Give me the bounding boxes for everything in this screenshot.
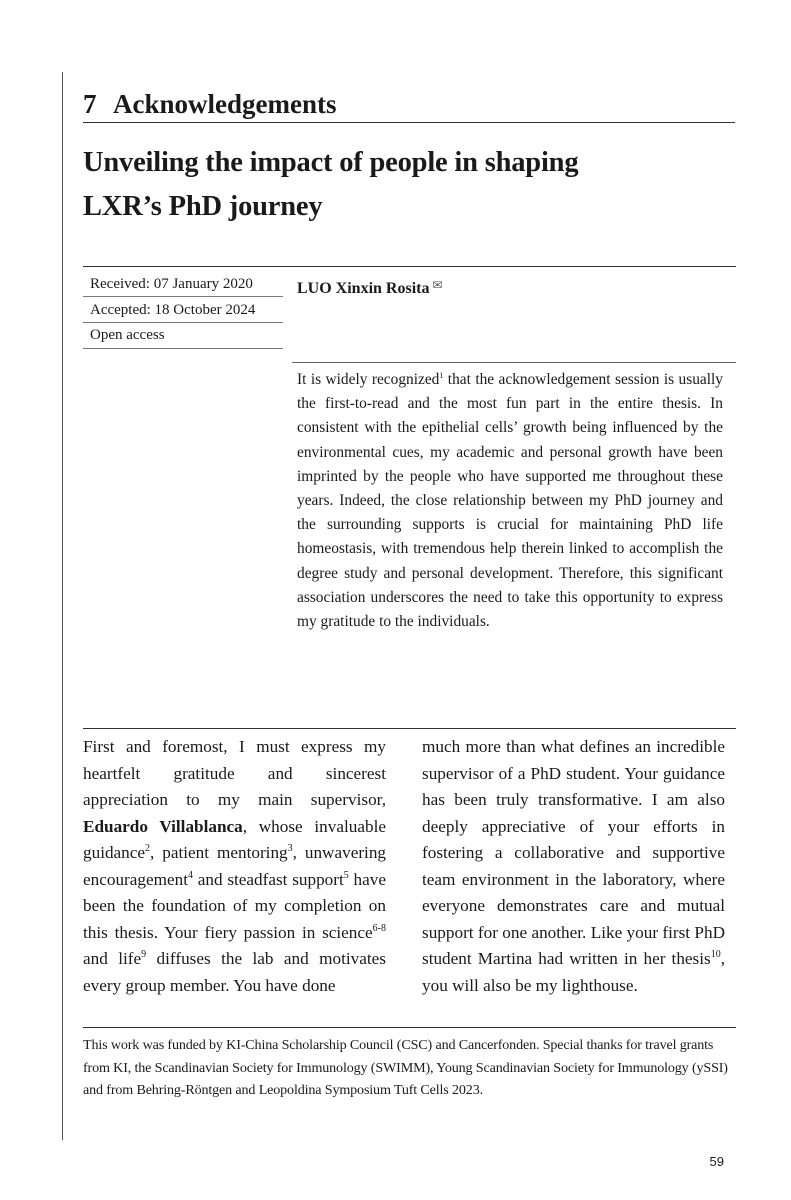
chapter-title xyxy=(83,141,723,229)
reference-marker: 2 xyxy=(145,843,151,854)
open-access-label: Open access xyxy=(90,327,165,343)
header-rule xyxy=(83,266,736,267)
author-name: LUO Xinxin Rosita xyxy=(297,280,430,297)
meta-divider xyxy=(83,348,283,349)
funding-text: This work was funded by KI-China Scholarship Council (CSC) and Cancerfonden. Special thanks for travel grants from KI, the Scandinavian Society for Immunology (SWIMM), Young Scandinavian Society for Immunology (ySSI) and from Behring-Röntgen and Leopoldina Symposium Tuft Cells 2023. xyxy=(83,1037,728,1098)
body-column-left xyxy=(83,734,386,999)
funding-statement xyxy=(83,1034,735,1102)
envelope-icon[interactable]: ✉ xyxy=(432,278,443,292)
funding-rule xyxy=(83,1027,736,1028)
left-margin-rule xyxy=(62,72,63,1140)
author-line xyxy=(297,272,443,302)
abstract-paragraph xyxy=(297,368,723,634)
chapter-title-line-1: Unveiling the impact of people in shaping xyxy=(83,147,579,178)
body-column-right xyxy=(422,734,725,999)
abstract-text: that the acknowledgement session is usually the first-to-read and the most fun part in the entire thesis. In consistent with the epithelial cells’ growth being influenced by the environmental cues, my academic and personal growth have been imprinted by the people who have supported me throughout these years. Indeed, the close relationship between my PhD journey and the surrounding supports is crucial for maintaining PhD life homeostasis, with tremendous help therein linked to accomplish the degree study and personal development. Therefore, this significant association underscores the need to take this opportunity to express my gratitude to the individuals. xyxy=(297,371,724,631)
abstract-text: It is widely recognized xyxy=(297,371,440,388)
section-heading xyxy=(83,86,735,122)
body-paragraph: First and foremost, I must express my heartfelt gratitude and sincerest appreciation to my main supervisor, Eduardo Villablanca, whose invaluable guidance$^2$, patient mentoring$^3$, unwavering encouragement$^4$ and steadfast support$^5$ have been the foundation of my completion on this thesis. Your fiery passion in science$^{6-8}$ and life$^9$ diffuses the lab and motivates every group member. You have done xyxy=(83,737,387,995)
reference-marker: 3 xyxy=(287,843,293,854)
reference-marker: 4 xyxy=(187,869,193,881)
body-rule xyxy=(83,728,736,729)
section-title: Acknowledgements xyxy=(113,89,337,119)
reference-marker: 6-8 xyxy=(372,922,386,934)
accepted-date: Accepted: 18 October 2024 xyxy=(90,302,256,318)
section-divider xyxy=(83,122,735,123)
abstract xyxy=(297,368,723,634)
reference-marker: 10 xyxy=(710,949,721,960)
supervisor-name: Eduardo Villablanca xyxy=(83,816,243,836)
received-date: Received: 07 January 2020 xyxy=(90,276,253,292)
page-number: 59 xyxy=(709,1154,724,1169)
chapter-title-line-2: LXR’s PhD journey xyxy=(83,191,323,222)
section-number: 7 xyxy=(83,89,97,119)
body-paragraph: much more than what defines an incredible supervisor of a PhD student. Your guidance has been truly transformative. I am also deeply appreciative of your efforts in fostering a collaborative and supportive team environment in the laboratory, where everyone demonstrates care and mutual support for one another. Like your first PhD student Martina had written in her thesis$^{10}$, you will also be my lighthouse. xyxy=(422,737,725,995)
reference-marker: 1 xyxy=(439,371,444,380)
reference-marker: 9 xyxy=(141,949,147,960)
abstract-rule xyxy=(292,362,736,363)
reference-marker: 5 xyxy=(343,869,349,881)
